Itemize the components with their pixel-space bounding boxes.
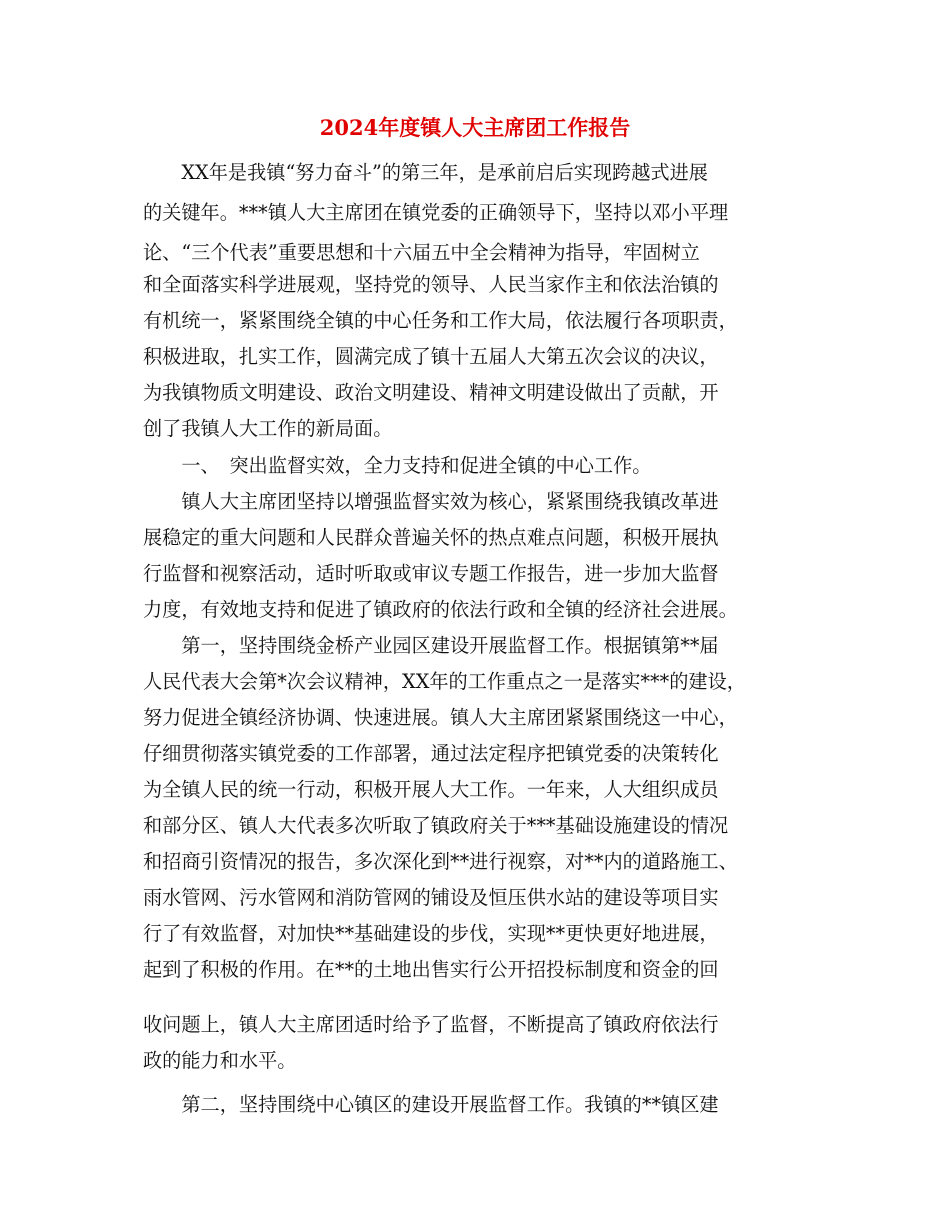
body-line: 雨水管网、污水管网和消防管网的铺设及恒压供水站的建设等项目实 (143, 886, 719, 909)
body-line: 为我镇物质文明建设、政治文明建设、精神文明建设做出了贡献，开 (143, 381, 719, 404)
body-line: 第二，坚持围绕中心镇区的建设开展监督工作。我镇的**镇区建 (143, 1093, 719, 1116)
body-line: 仔细贯彻落实镇党委的工作部署，通过法定程序把镇党委的决策转化 (143, 742, 719, 765)
body-line: 行监督和视察活动，适时听取或审议专题工作报告，进一步加大监督 (143, 562, 719, 585)
body-line: 人民代表大会第*次会议精神，XX年的工作重点之一是落实***的建设， (143, 670, 746, 693)
body-line: 有机统一，紧紧围绕全镇的中心任务和工作大局，依法履行各项职责， (143, 309, 738, 332)
body-line: 努力促进全镇经济协调、快速进展。镇人大主席团紧紧围绕这一中心， (143, 706, 738, 729)
body-line: 创了我镇人大工作的新局面。 (143, 417, 393, 440)
body-line: 起到了积极的作用。在**的土地出售实行公开招投标制度和资金的回 (143, 958, 719, 981)
body-line: 收问题上，镇人大主席团适时给予了监督，不断提高了镇政府依法行 (143, 1013, 719, 1036)
document-title: 2024年度镇人大主席团工作报告 (319, 115, 631, 140)
body-line: 的关键年。***镇人大主席团在镇党委的正确领导下，坚持以邓小平理 (143, 201, 729, 224)
body-line: 力度，有效地支持和促进了镇政府的依法行政和全镇的经济社会进展。 (143, 598, 738, 621)
body-line: 和全面落实科学进展观，坚持党的领导、人民当家作主和依法治镇的 (143, 273, 719, 296)
section-heading: 一、 突出监督实效，全力支持和促进全镇的中心工作。 (143, 454, 652, 477)
body-line: 行了有效监督，对加快**基础建设的步伐，实现**更快更好地进展， (143, 922, 719, 945)
body-line: 展稳定的重大问题和人民群众普遍关怀的热点难点问题，积极开展执 (143, 526, 719, 549)
body-line: 积极进取，扎实工作，圆满完成了镇十五届人大第五次会议的决议， (143, 345, 719, 368)
body-line: 为全镇人民的统一行动，积极开展人大工作。一年来，人大组织成员 (143, 778, 719, 801)
body-line: 论、“三个代表”重要思想和十六届五中全会精神为指导，牢固树立 (143, 241, 700, 264)
body-line: 第一，坚持围绕金桥产业园区建设开展监督工作。根据镇第**届 (143, 634, 719, 657)
body-line: XX年是我镇“努力奋斗”的第三年，是承前启后实现跨越式进展 (143, 161, 708, 184)
body-line: 政的能力和水平。 (143, 1049, 297, 1072)
body-line: 镇人大主席团坚持以增强监督实效为核心，紧紧围绕我镇改革进 (143, 490, 719, 513)
body-line: 和部分区、镇人大代表多次听取了镇政府关于***基础设施建设的情况 (143, 814, 729, 837)
body-line: 和招商引资情况的报告，多次深化到**进行视察，对**内的道路施工、 (143, 850, 738, 873)
